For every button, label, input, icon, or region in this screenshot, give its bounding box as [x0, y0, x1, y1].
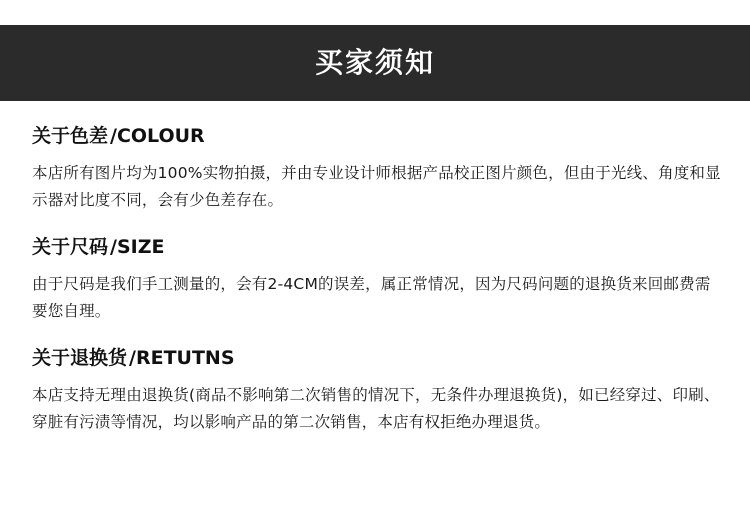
section-size	[32, 236, 722, 325]
section-body: 本店支持无理由退换货(商品不影响第二次销售的情况下，无条件办理退换货)，如已经穿过、印刷、穿脏有污渍等情况，均以影响产品的第二次销售，本店有权拒绝办理退货。	[32, 385, 720, 432]
section-heading	[32, 125, 722, 148]
page-title: 买家须知	[314, 46, 435, 79]
section-heading-cn: 关于色差	[32, 125, 109, 147]
section-heading-en: /COLOUR	[110, 125, 205, 147]
section-body: 由于尺码是我们手工测量的，会有2-4CM的误差，属正常情况，因为尺码问题的退换货来回邮费需要您自理。	[32, 274, 711, 320]
section-returns	[32, 347, 722, 436]
section-body: 本店所有图片均为100%实物拍摄，并由专业设计师根据产品校正图片颜色，但由于光线、角度和显示器对比度不同，会有少色差存在。	[32, 163, 721, 209]
section-heading	[32, 347, 722, 370]
notice-sections	[32, 125, 722, 436]
section-heading-cn: 关于尺码	[32, 236, 109, 259]
section-colour	[32, 125, 722, 214]
section-heading-en: /SIZE	[110, 236, 165, 259]
section-heading	[32, 236, 722, 259]
section-heading-cn: 关于退换货	[32, 347, 128, 370]
section-heading-en: /RETUTNS	[129, 347, 235, 370]
banner-header	[0, 25, 750, 101]
